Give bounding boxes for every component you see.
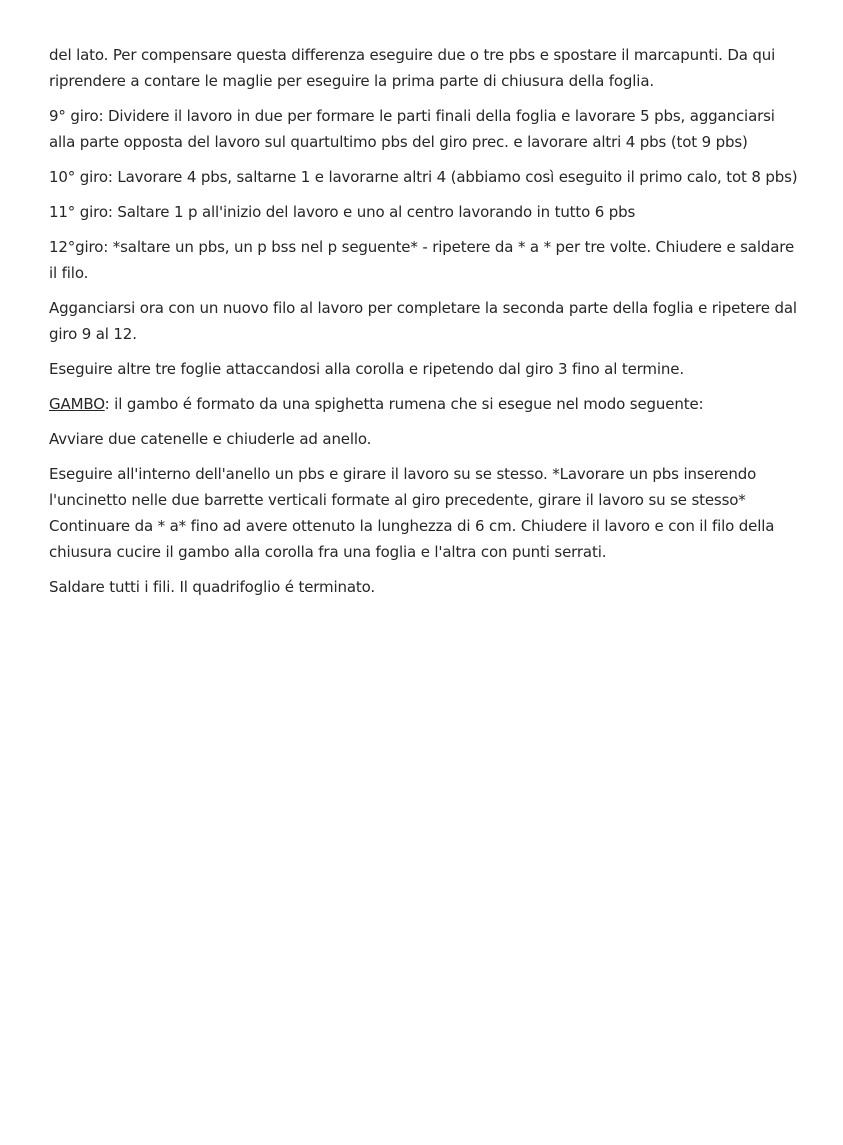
paragraph-gambo	[49, 391, 801, 417]
paragraph-giro-10: 10° giro: Lavorare 4 pbs, saltarne 1 e lavorarne altri 4 (abbiamo così eseguito il primo calo, tot 8 pbs)	[49, 168, 798, 186]
document-body	[49, 42, 801, 609]
paragraph-giro-12: 12°giro: *saltare un pbs, un p bss nel p seguente* - ripetere da * a * per tre volte. Chiudere e saldare il filo.	[49, 238, 795, 282]
gambo-heading: GAMBO	[49, 395, 105, 413]
paragraph-giro-9: 9° giro: Dividere il lavoro in due per formare le parti finali della foglia e lavorare 5 pbs, agganciarsi alla parte opposta del lavoro sul quartultimo pbs del giro prec. e lavorare altri 4 pbs (tot 9 pbs)	[49, 107, 775, 151]
paragraph-altre-foglie: Eseguire altre tre foglie attaccandosi alla corolla e ripetendo dal giro 3 fino al termine.	[49, 360, 684, 378]
paragraph-lato: del lato. Per compensare questa differenza eseguire due o tre pbs e spostare il marcapunti. Da qui riprendere a contare le maglie per eseguire la prima parte di chiusura della foglia.	[49, 46, 776, 90]
paragraph-eseguire-anello: Eseguire all'interno dell'anello un pbs e girare il lavoro su se stesso. *Lavorare un pbs inserendo l'uncinetto nelle due barrette verticali formate al giro precedente, girare il lavoro su se stesso* Continuare da * a* fino ad avere ottenuto la lunghezza di 6 cm. Chiudere il lavoro e con il filo della chiusura cucire il gambo alla corolla fra una foglia e l'altra con punti serrati.	[49, 465, 775, 561]
paragraph-seconda-parte: Agganciarsi ora con un nuovo filo al lavoro per completare la seconda parte della foglia e ripetere dal giro 9 al 12.	[49, 299, 797, 343]
paragraph-giro-11: 11° giro: Saltare 1 p all'inizio del lavoro e uno al centro lavorando in tutto 6 pbs	[49, 203, 636, 221]
paragraph-saldare: Saldare tutti i fili. Il quadrifoglio é terminato.	[49, 578, 376, 596]
paragraph-avviare: Avviare due catenelle e chiuderle ad anello.	[49, 430, 372, 448]
gambo-description: : il gambo é formato da una spighetta rumena che si esegue nel modo seguente:	[104, 395, 704, 413]
